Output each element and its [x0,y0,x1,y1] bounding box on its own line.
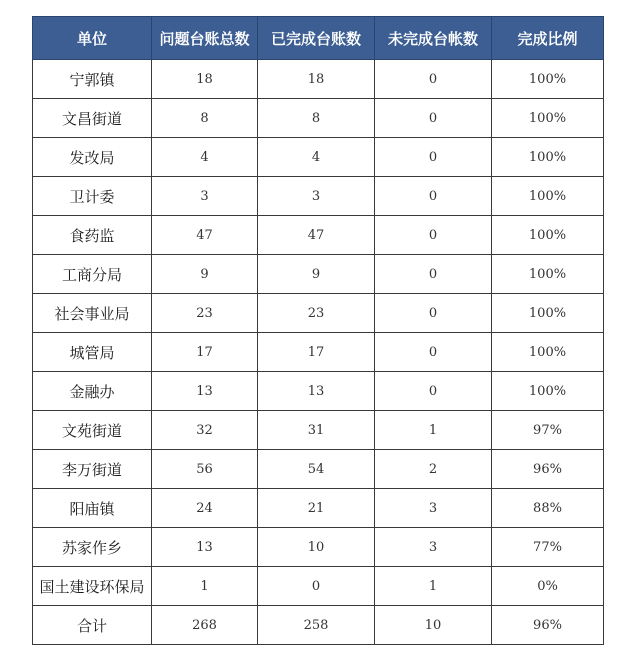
cell-rate: 100% [492,333,604,372]
cell-incomplete: 10 [375,606,492,645]
cell-total: 17 [152,333,258,372]
table-row [33,489,604,528]
cell-total: 4 [152,138,258,177]
cell-incomplete: 1 [375,411,492,450]
cell-incomplete: 1 [375,567,492,606]
cell-incomplete: 0 [375,60,492,99]
cell-rate: 100% [492,99,604,138]
cell-total: 3 [152,177,258,216]
table-row [33,294,604,333]
cell-unit: 阳庙镇 [33,489,152,528]
cell-total: 47 [152,216,258,255]
cell-completed: 258 [258,606,375,645]
cell-completed: 4 [258,138,375,177]
cell-unit: 城管局 [33,333,152,372]
table-row-total [33,606,604,645]
cell-incomplete: 3 [375,489,492,528]
cell-completed: 3 [258,177,375,216]
cell-incomplete: 0 [375,177,492,216]
cell-incomplete: 0 [375,255,492,294]
cell-total: 18 [152,60,258,99]
header-completion-rate: 完成比例 [492,17,604,60]
table-row [33,216,604,255]
header-incomplete-ledgers: 未完成台帐数 [375,17,492,60]
cell-incomplete: 2 [375,450,492,489]
cell-unit: 食药监 [33,216,152,255]
table-row [33,567,604,606]
cell-unit: 社会事业局 [33,294,152,333]
cell-rate: 100% [492,372,604,411]
cell-total: 9 [152,255,258,294]
cell-rate: 88% [492,489,604,528]
ledger-table [32,16,604,645]
cell-unit: 苏家作乡 [33,528,152,567]
cell-completed: 54 [258,450,375,489]
header-row [33,17,604,60]
cell-rate: 0% [492,567,604,606]
cell-completed: 10 [258,528,375,567]
table-row [33,60,604,99]
cell-completed: 13 [258,372,375,411]
ledger-table-container [32,16,604,645]
cell-total: 32 [152,411,258,450]
cell-incomplete: 0 [375,294,492,333]
cell-total: 13 [152,528,258,567]
cell-incomplete: 0 [375,372,492,411]
cell-rate: 100% [492,138,604,177]
cell-total: 1 [152,567,258,606]
table-row [33,177,604,216]
cell-incomplete: 0 [375,333,492,372]
cell-rate: 100% [492,255,604,294]
header-total-ledgers: 问题台账总数 [152,17,258,60]
cell-completed: 8 [258,99,375,138]
cell-unit: 合计 [33,606,152,645]
table-row [33,99,604,138]
table-body [33,60,604,645]
cell-total: 24 [152,489,258,528]
table-row [33,372,604,411]
cell-total: 56 [152,450,258,489]
cell-unit: 工商分局 [33,255,152,294]
header-unit: 单位 [33,17,152,60]
cell-total: 23 [152,294,258,333]
cell-rate: 96% [492,606,604,645]
cell-incomplete: 0 [375,99,492,138]
cell-unit: 卫计委 [33,177,152,216]
cell-rate: 77% [492,528,604,567]
cell-incomplete: 0 [375,216,492,255]
cell-unit: 文昌街道 [33,99,152,138]
cell-completed: 31 [258,411,375,450]
cell-completed: 9 [258,255,375,294]
cell-total: 268 [152,606,258,645]
cell-completed: 47 [258,216,375,255]
table-row [33,333,604,372]
cell-rate: 100% [492,177,604,216]
cell-incomplete: 3 [375,528,492,567]
cell-incomplete: 0 [375,138,492,177]
cell-rate: 100% [492,294,604,333]
cell-completed: 0 [258,567,375,606]
table-header [33,17,604,60]
cell-completed: 18 [258,60,375,99]
cell-unit: 发改局 [33,138,152,177]
cell-rate: 97% [492,411,604,450]
cell-unit: 李万街道 [33,450,152,489]
table-row [33,450,604,489]
cell-completed: 23 [258,294,375,333]
table-row [33,411,604,450]
cell-completed: 17 [258,333,375,372]
table-row [33,528,604,567]
header-completed-ledgers: 已完成台账数 [258,17,375,60]
cell-unit: 金融办 [33,372,152,411]
cell-rate: 100% [492,60,604,99]
cell-completed: 21 [258,489,375,528]
table-row [33,138,604,177]
cell-rate: 96% [492,450,604,489]
cell-unit: 国土建设环保局 [33,567,152,606]
cell-unit: 宁郭镇 [33,60,152,99]
cell-total: 13 [152,372,258,411]
cell-rate: 100% [492,216,604,255]
cell-total: 8 [152,99,258,138]
cell-unit: 文苑街道 [33,411,152,450]
table-row [33,255,604,294]
